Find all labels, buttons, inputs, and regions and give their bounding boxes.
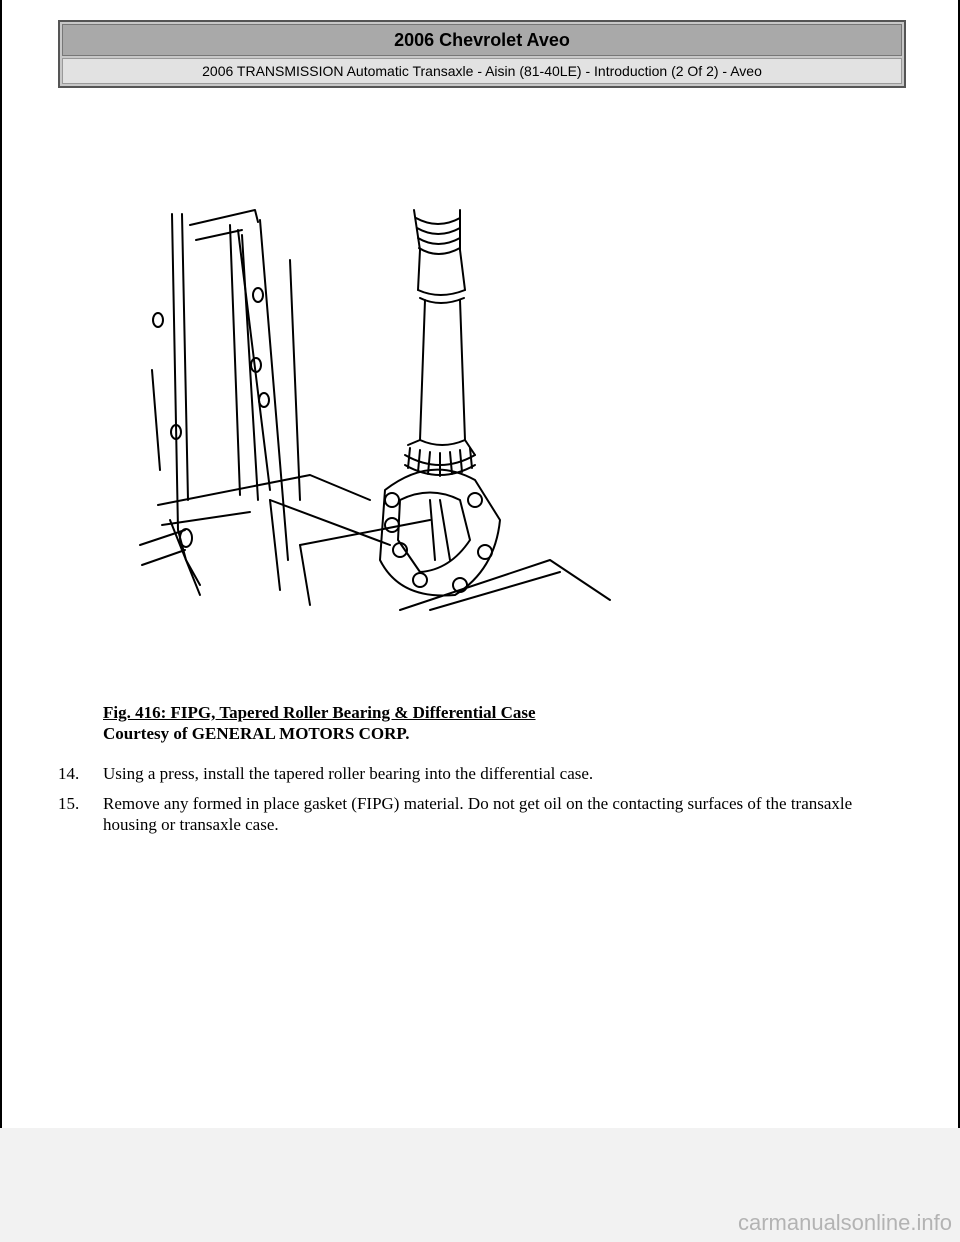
watermark[interactable]: carmanualsonline.info	[737, 1210, 952, 1235]
step-text: Using a press, install the tapered roller bearing into the differential case.	[103, 764, 594, 783]
step-number: 15.	[58, 794, 80, 813]
figure-illustration	[130, 200, 630, 620]
step-text: Remove any formed in place gasket (FIPG) material. Do not get oil on the contacting surfaces of the transaxle housing or transaxle case.	[103, 794, 853, 834]
step-15	[58, 793, 888, 835]
page-border-left	[0, 0, 2, 1128]
procedure-steps	[58, 763, 888, 844]
figure-title: Fig. 416: FIPG, Tapered Roller Bearing & Differential Case	[103, 703, 536, 722]
figure-credit: Courtesy of GENERAL MOTORS CORP.	[103, 724, 410, 743]
figure-caption	[103, 702, 536, 744]
document-header	[58, 20, 906, 88]
header-subtitle: 2006 TRANSMISSION Automatic Transaxle - Aisin (81-40LE) - Introduction (2 Of 2) - Aveo	[62, 58, 902, 84]
step-14	[58, 763, 888, 784]
header-title: 2006 Chevrolet Aveo	[62, 24, 902, 56]
footer-bar	[0, 1128, 960, 1242]
step-number: 14.	[58, 764, 80, 783]
